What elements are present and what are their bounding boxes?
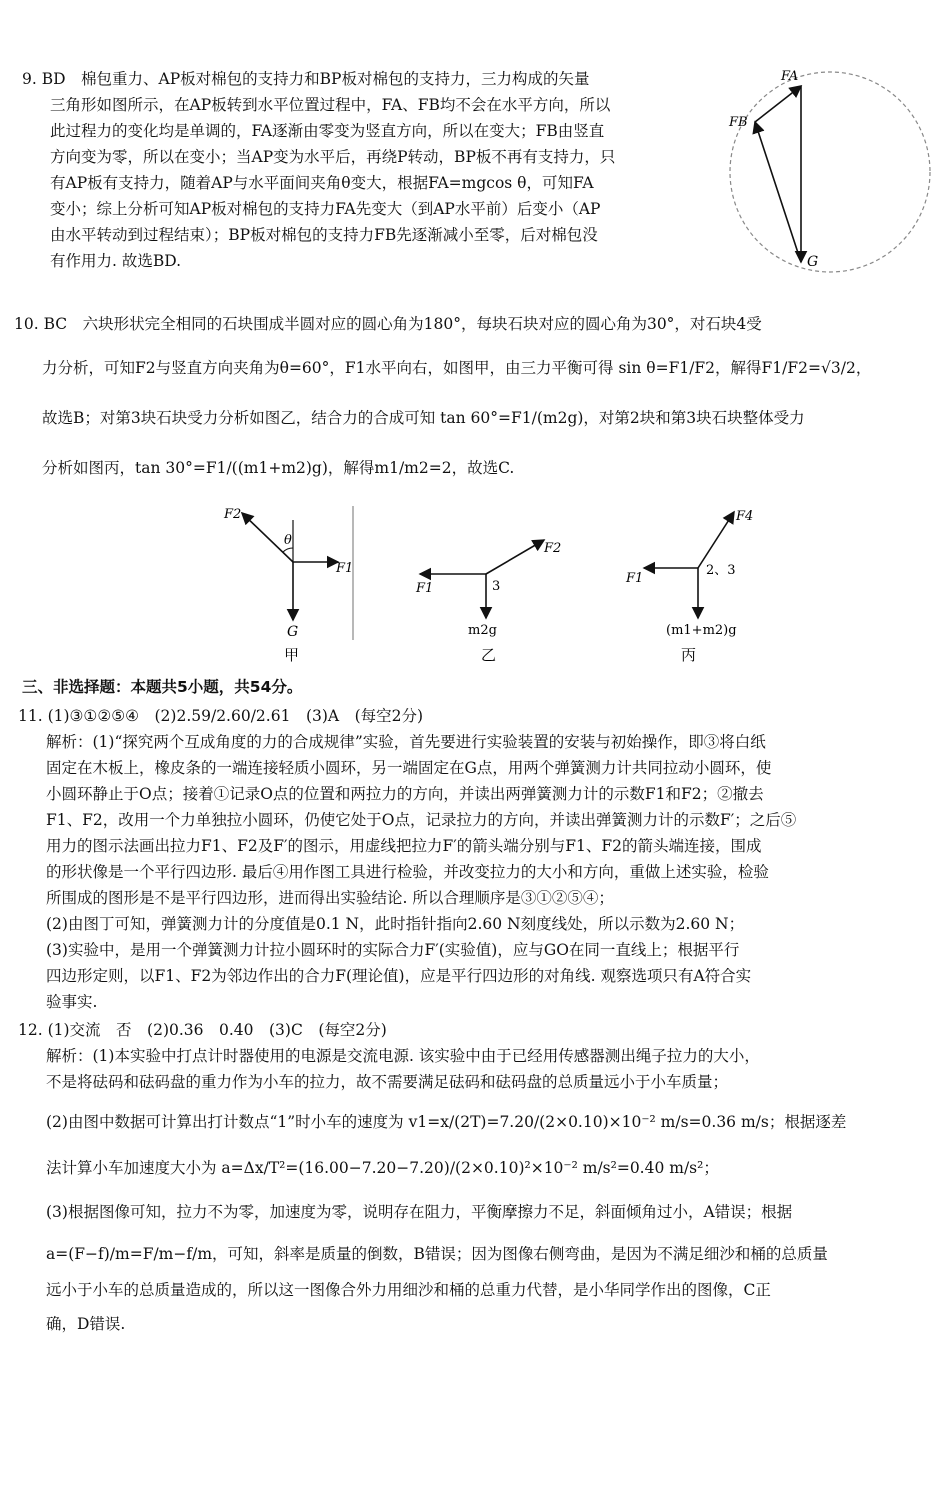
fb-label: FB bbox=[729, 115, 748, 130]
q12-line-6: a=(F−f)/m=F/m−f/m，可知，斜率是质量的倒数，B错误；因为图像右侧弯曲，是因为不满足细沙和桶的总质量 bbox=[46, 1245, 828, 1263]
q10-line-1: 10. BC 六块形状完全相同的石块围成半圆对应的圆心角为180°，每块石块对应的圆心角为30°，对石块4受 bbox=[14, 315, 762, 333]
fa-label: FA bbox=[781, 69, 799, 84]
section3-heading: 三、非选择题：本题共5小题，共54分。 bbox=[22, 678, 303, 696]
q10-force-diagrams bbox=[200, 500, 780, 672]
q11-line-7: 所围成的图形是不是平行四边形，进而得出实验结论. 所以合理顺序是③①②⑤④； bbox=[46, 889, 614, 907]
q12-line-3: (2)由图中数据可计算出打计数点“1”时小车的速度为 v1=x/(2T)=7.20/(2×0.10)×10⁻² m/s=0.36 m/s；根据逐差 bbox=[46, 1113, 847, 1131]
q9-line-3: 此过程力的变化均是单调的，FA逐渐由零变为竖直方向，所以在变大；FB由竖直 bbox=[50, 122, 605, 140]
q11-line-8: (2)由图丁可知，弹簧测力计的分度值是0.1 N，此时指针指向2.60 N刻度线处，所以示数为2.60 N； bbox=[46, 915, 745, 933]
q9-line-6: 变小；综上分析可知AP板对棉包的支持力FA先变大（到AP水平前）后变小（AP bbox=[50, 200, 601, 218]
jia-caption: 甲 bbox=[284, 646, 300, 664]
q9-line-8: 有作用力. 故选BD. bbox=[50, 252, 182, 270]
q11-line-10: 四边形定则，以F1、F2为邻边作出的合力F(理论值)，应是平行四边形的对角线. 观察选项只有A符合实 bbox=[46, 967, 752, 985]
q11-block bbox=[18, 703, 943, 1015]
yi-caption: 乙 bbox=[481, 646, 497, 664]
q10-line-4: 分析如图丙，tan 30°=F1/((m1+m2)g)，解得m1/m2=2，故选C. bbox=[42, 459, 515, 477]
yi-f2-label: F2 bbox=[544, 541, 562, 556]
q12-answer: 12. (1)交流 否 (2)0.36 0.40 (3)C (每空2分) bbox=[18, 1021, 387, 1039]
q9-line-2: 三角形如图所示，在AP板转到水平位置过程中，FA、FB均不会在水平方向，所以 bbox=[50, 96, 611, 114]
q9-line-7: 由水平转动到过程结束）；BP板对棉包的支持力FB先逐渐减小至零，后对棉包没 bbox=[50, 226, 598, 244]
q9-vector-triangle-figure bbox=[725, 62, 940, 284]
q12-line-2: 不是将砝码和砝码盘的重力作为小车的拉力，故不需要满足砝码和砝码盘的总质量远小于小车质量； bbox=[46, 1073, 729, 1091]
q11-line-5: 用力的图示法画出拉力F1、F2及F′的图示，用虚线把拉力F′的箭头端分别与F1、F2的箭头端连接，围成 bbox=[46, 837, 762, 855]
q11-line-9: (3)实验中，是用一个弹簧测力计拉小圆环时的实际合力F′(实验值)，应与GO在同一直线上；根据平行 bbox=[46, 941, 740, 959]
q9-line-5: 有AP板有支持力，随着AP与水平面间夹角θ变大，根据FA=mgcos θ，可知FA bbox=[50, 174, 594, 192]
bing-g-label: (m1+m2)g bbox=[666, 623, 737, 638]
jia-theta-label: θ bbox=[284, 533, 292, 548]
jia-f2-label: F2 bbox=[224, 507, 242, 522]
fa-arrow bbox=[755, 86, 801, 122]
jia-theta-arc bbox=[283, 548, 293, 552]
q9-line-4: 方向变为零，所以在变小；当AP变为水平后，再绕P转动，BP板不再有支持力，只 bbox=[50, 148, 616, 166]
q12-line-1: 解析：(1)本实验中打点计时器使用的电源是交流电源. 该实验中由于已经用传感器测出绳子拉力的大小， bbox=[46, 1047, 760, 1065]
bing-f1-label: F1 bbox=[626, 571, 644, 586]
bing-f4-arrow bbox=[698, 512, 734, 568]
q10-line-2: 力分析，可知F2与竖直方向夹角为θ=60°，F1水平向右，如图甲，由三力平衡可得 sin θ=F1/F2，解得F1/F2=√3/2， bbox=[42, 359, 872, 377]
bing-block-number: 2、3 bbox=[706, 563, 736, 578]
yi-f2-arrow bbox=[486, 540, 544, 574]
jia-g-label: G bbox=[287, 624, 299, 640]
g-label: G bbox=[807, 254, 819, 270]
bing-caption: 丙 bbox=[681, 646, 697, 664]
jia-f1-label: F1 bbox=[336, 561, 354, 576]
q11-line-1: 解析：(1)“探究两个互成角度的力的合成规律”实验，首先要进行实验装置的安装与初始操作，即③将白纸 bbox=[46, 733, 766, 751]
bing-f4-label: F4 bbox=[736, 509, 754, 524]
figure-bing bbox=[625, 509, 753, 664]
q12-line-7: 远小于小车的总质量造成的，所以这一图像合外力用细沙和桶的总重力代替，是小华同学作出的图像，C正 bbox=[46, 1281, 771, 1299]
q12-line-8: 确，D错误. bbox=[46, 1315, 126, 1333]
q9-text bbox=[22, 66, 722, 274]
q12-block bbox=[18, 1017, 943, 1337]
yi-g-label: m2g bbox=[468, 623, 497, 638]
q11-line-3: 小圆环静止于O点；接着①记录O点的位置和两拉力的方向，并读出两弹簧测力计的示数F1和F2；②撤去 bbox=[46, 785, 764, 803]
q11-line-11: 验事实. bbox=[46, 993, 98, 1011]
dashed-circle bbox=[730, 72, 930, 272]
figure-jia bbox=[223, 506, 353, 664]
q12-line-5: (3)根据图像可知，拉力不为零，加速度为零，说明存在阻力，平衡摩擦力不足，斜面倾角过小，A错误；根据 bbox=[46, 1203, 793, 1221]
q9-line-1: 9. BD 棉包重力、AP板对棉包的支持力和BP板对棉包的支持力，三力构成的矢量 bbox=[22, 70, 590, 88]
q11-line-2: 固定在木板上，橡皮条的一端连接轻质小圆环，另一端固定在G点，用两个弹簧测力计共同拉动小圆环，使 bbox=[46, 759, 772, 777]
figure-yi bbox=[415, 540, 561, 664]
q10-line-3: 故选B；对第3块石块受力分析如图乙，结合力的合成可知 tan 60°=F1/(m2g)，对第2块和第3块石块整体受力 bbox=[42, 409, 805, 427]
yi-block-number: 3 bbox=[492, 579, 501, 594]
q12-line-4: 法计算小车加速度大小为 a=Δx/T²=(16.00−7.20−7.20)/(2×0.10)²×10⁻² m/s²=0.40 m/s²； bbox=[46, 1159, 719, 1177]
q11-line-4: F1、F2，改用一个力单独拉小圆环，仍使它处于O点，记录拉力的方向，并读出弹簧测力计的示数F′；之后⑤ bbox=[46, 811, 797, 829]
q11-line-6: 的形状像是一个平行四边形. 最后④用作图工具进行检验，并改变拉力的大小和方向，重做上述实验，检验 bbox=[46, 863, 769, 881]
yi-f1-label: F1 bbox=[416, 581, 434, 596]
q10-text bbox=[14, 311, 939, 481]
q11-answer: 11. (1)③①②⑤④ (2)2.59/2.60/2.61 (3)A (每空2分) bbox=[18, 707, 424, 725]
fb-arrow bbox=[755, 122, 801, 262]
